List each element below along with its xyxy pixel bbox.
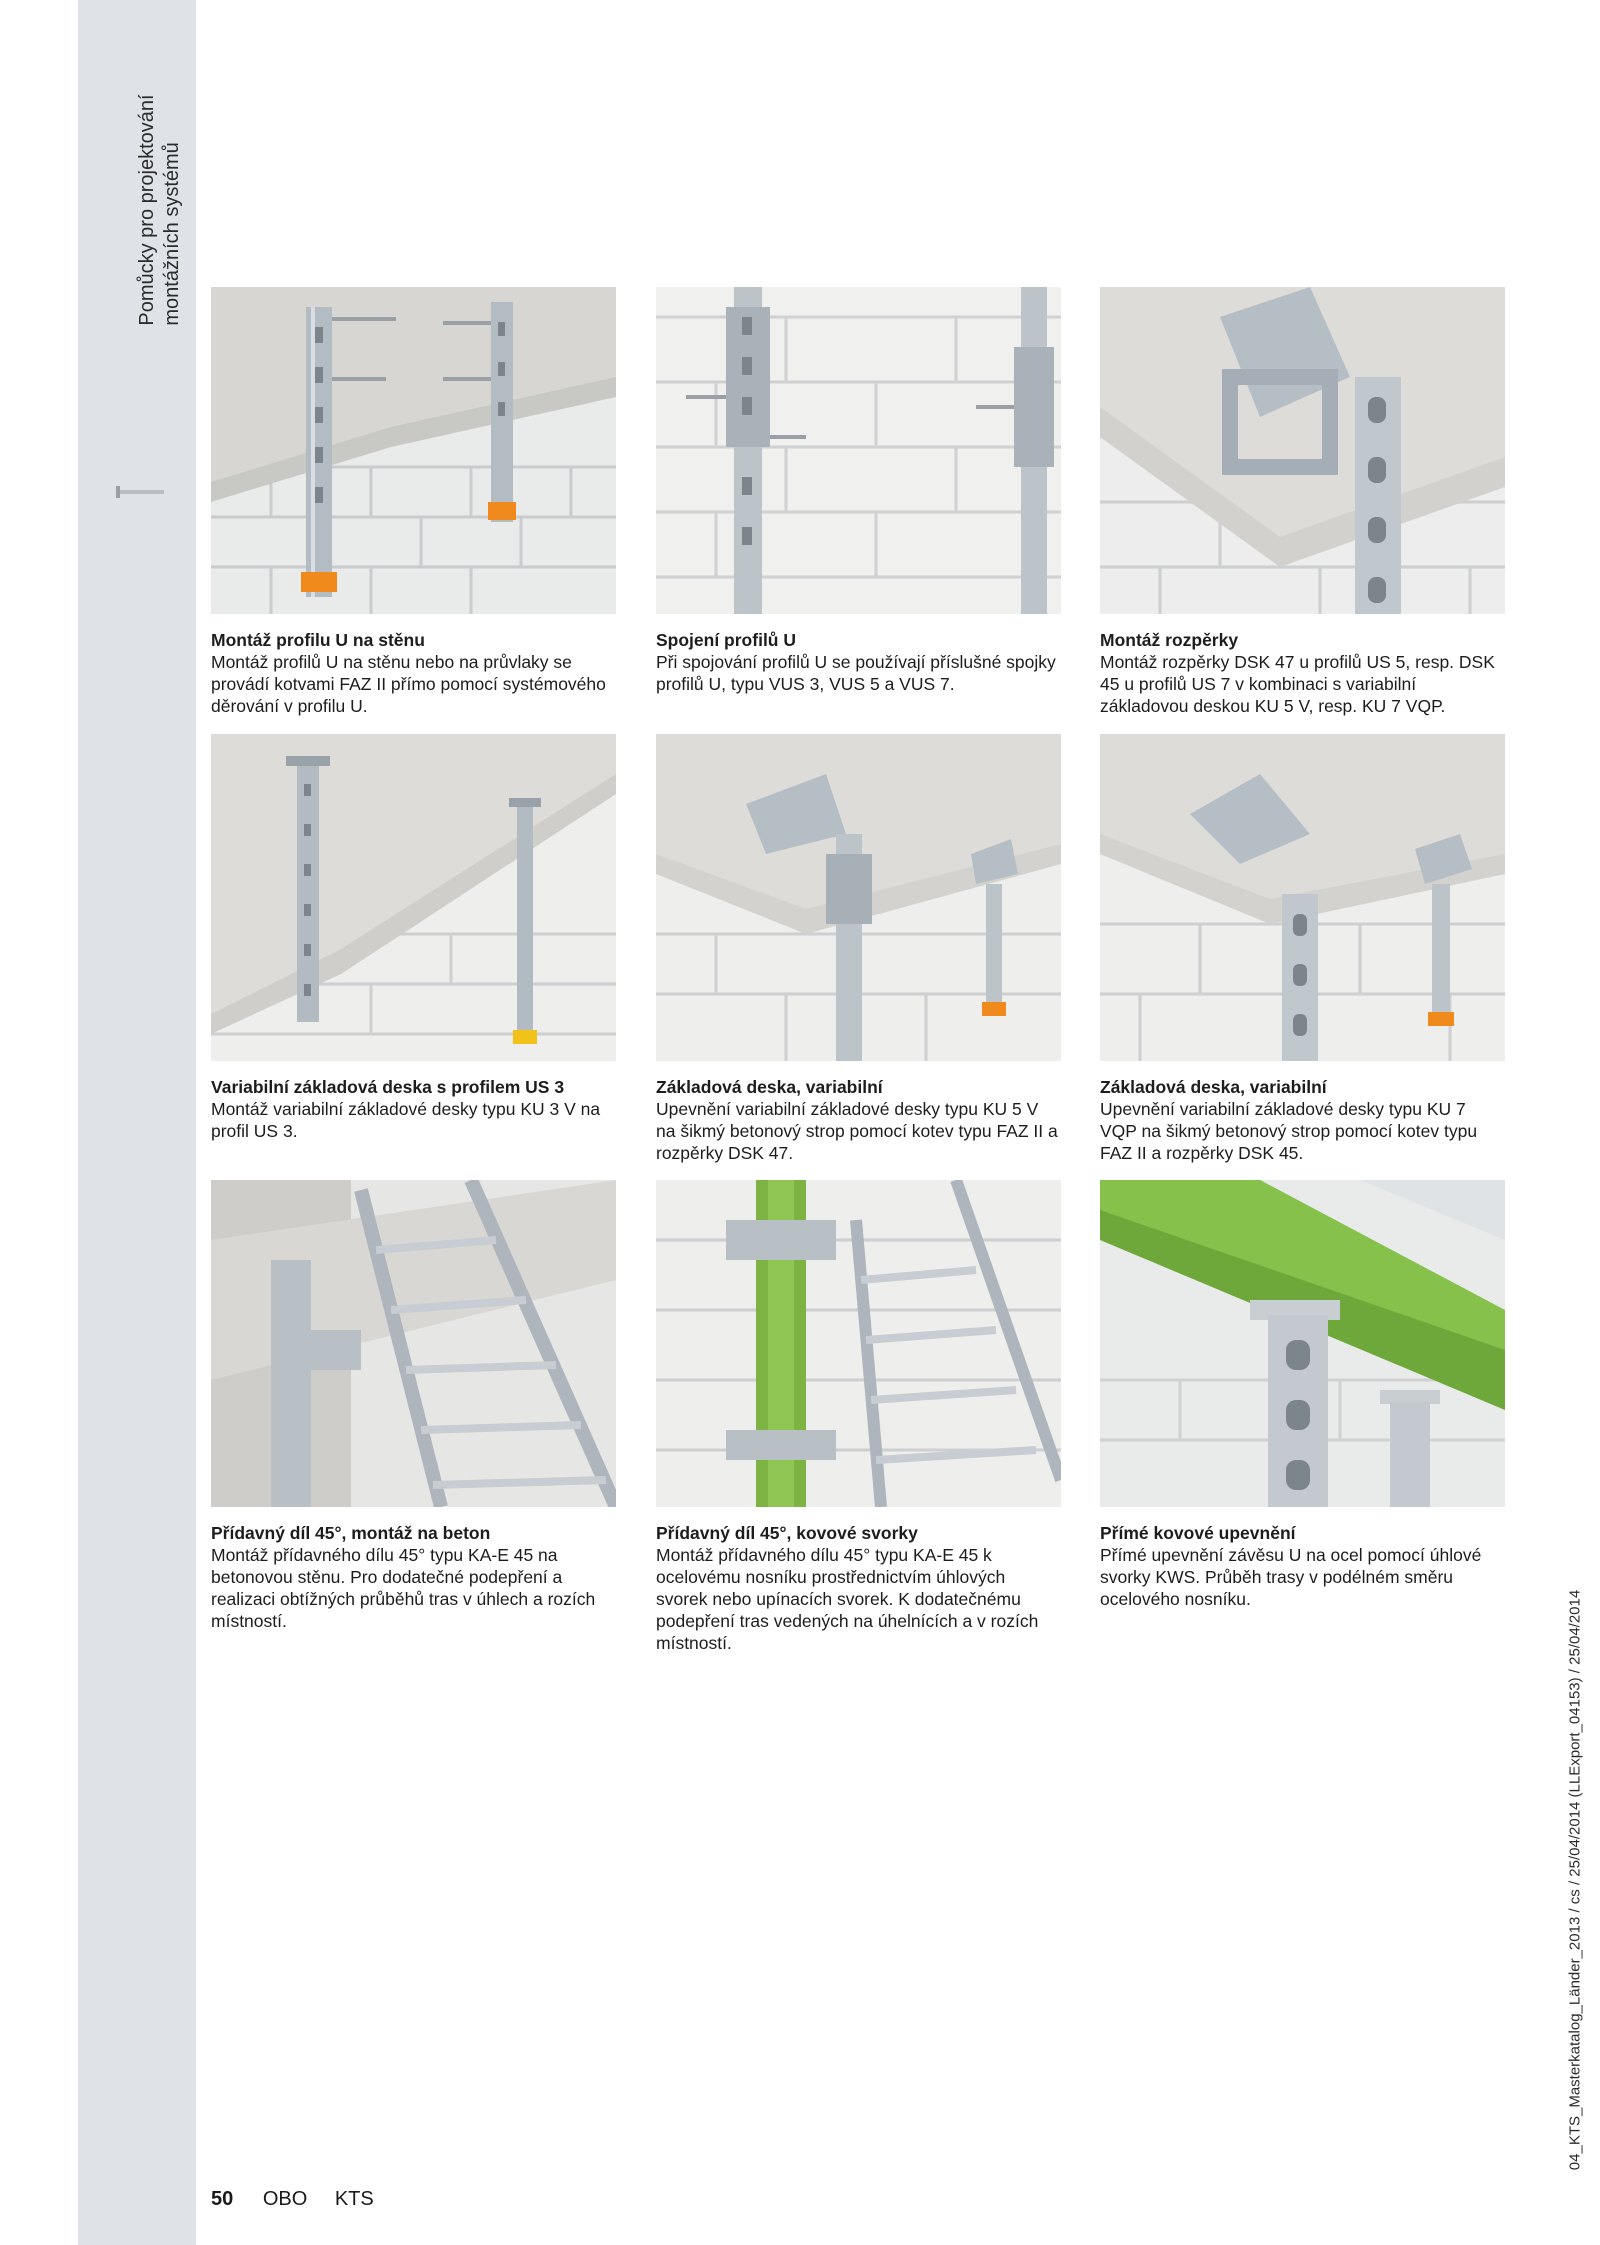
sidebar-title-line1: Pomůcky pro projektování <box>136 94 158 326</box>
figure-text-8: Montáž přídavného dílu 45° typu KA-E 45 k ocelovému nosníku prostřednictvím úhlových svorek nebo upínacích svorek. K dodatečnému podepření tras vedených na úhelnících a v rozích místností. <box>656 1545 1039 1653</box>
figure-text-4: Montáž variabilní základové desky typu KU 3 V na profil US 3. <box>211 1099 601 1141</box>
photo-base-plate-ku7vqp <box>1100 734 1505 1061</box>
sidebar-title-line2: montážních systémů <box>161 142 183 326</box>
photo-base-plate-us3 <box>211 734 616 1061</box>
photo-ka-e45-concrete <box>211 1180 616 1507</box>
figure-title-9: Přímé kovové upevnění <box>1100 1523 1296 1543</box>
sidebar-band <box>78 0 196 2245</box>
photo-profile-joint <box>656 287 1061 614</box>
figure-text-5: Upevnění variabilní základové desky typu KU 5 V na šikmý betonový strop pomocí kotev typu FAZ II a rozpěrky DSK 47. <box>656 1099 1058 1163</box>
figure-text-2: Při spojování profilů U se používají příslušné spojky profilů U, typu VUS 3, VUS 5 a VUS 7. <box>656 652 1056 694</box>
figure-text-7: Montáž přídavného dílu 45° typu KA-E 45 na betonovou stěnu. Pro dodatečné podepření a realizaci obtížných průběhů tras v úhlech a rozích místností. <box>211 1545 596 1631</box>
figure-text-3: Montáž rozpěrky DSK 47 u profilů US 5, resp. DSK 45 u profilů US 7 v kombinaci s variabilní základovou deskou KU 5 V, resp. KU 7 VQP. <box>1100 652 1495 716</box>
document-meta-vertical: 04_KTS_Masterkatalog_Länder_2013 / cs / 25/04/2014 (LLExport_04153) / 25/04/2014 <box>1566 1589 1584 2171</box>
figure-text-6: Upevnění variabilní základové desky typu KU 7 VQP na šikmý betonový strop pomocí kotev typu FAZ II a rozpěrky DSK 45. <box>1100 1099 1478 1163</box>
photo-wall-mounting <box>211 287 616 614</box>
sidebar-section-title <box>135 94 185 325</box>
figure-title-7: Přídavný díl 45°, montáž na beton <box>211 1523 491 1543</box>
brand-name: OBO <box>262 2188 308 2210</box>
photo-direct-steel-fixing <box>1100 1180 1505 1507</box>
figure-title-2: Spojení profilů U <box>656 630 796 650</box>
photo-spacer-mounting <box>1100 287 1505 614</box>
section-code: KTS <box>334 2188 374 2210</box>
figure-title-1: Montáž profilu U na stěnu <box>211 630 425 650</box>
anchor-bolt-icon <box>114 483 170 501</box>
page-number: 50 <box>211 2188 234 2210</box>
figure-title-5: Základová deska, variabilní <box>656 1077 883 1097</box>
figure-text-1: Montáž profilů U na stěnu nebo na průvlaky se provádí kotvami FAZ II přímo pomocí systémového děrování v profilu U. <box>211 652 606 716</box>
photo-base-plate-ku5v <box>656 734 1061 1061</box>
page-footer <box>211 2188 374 2211</box>
figure-title-3: Montáž rozpěrky <box>1100 630 1239 650</box>
figure-title-6: Základová deska, variabilní <box>1100 1077 1327 1097</box>
photo-ka-e45-steel-clamps <box>656 1180 1061 1507</box>
figure-title-8: Přídavný díl 45°, kovové svorky <box>656 1523 918 1543</box>
figure-title-4: Variabilní základová deska s profilem US 3 <box>211 1077 565 1097</box>
figure-text-9: Přímé upevnění závěsu U na ocel pomocí úhlové svorky KWS. Průběh trasy v podélném směru ocelového nosníku. <box>1100 1545 1482 1609</box>
